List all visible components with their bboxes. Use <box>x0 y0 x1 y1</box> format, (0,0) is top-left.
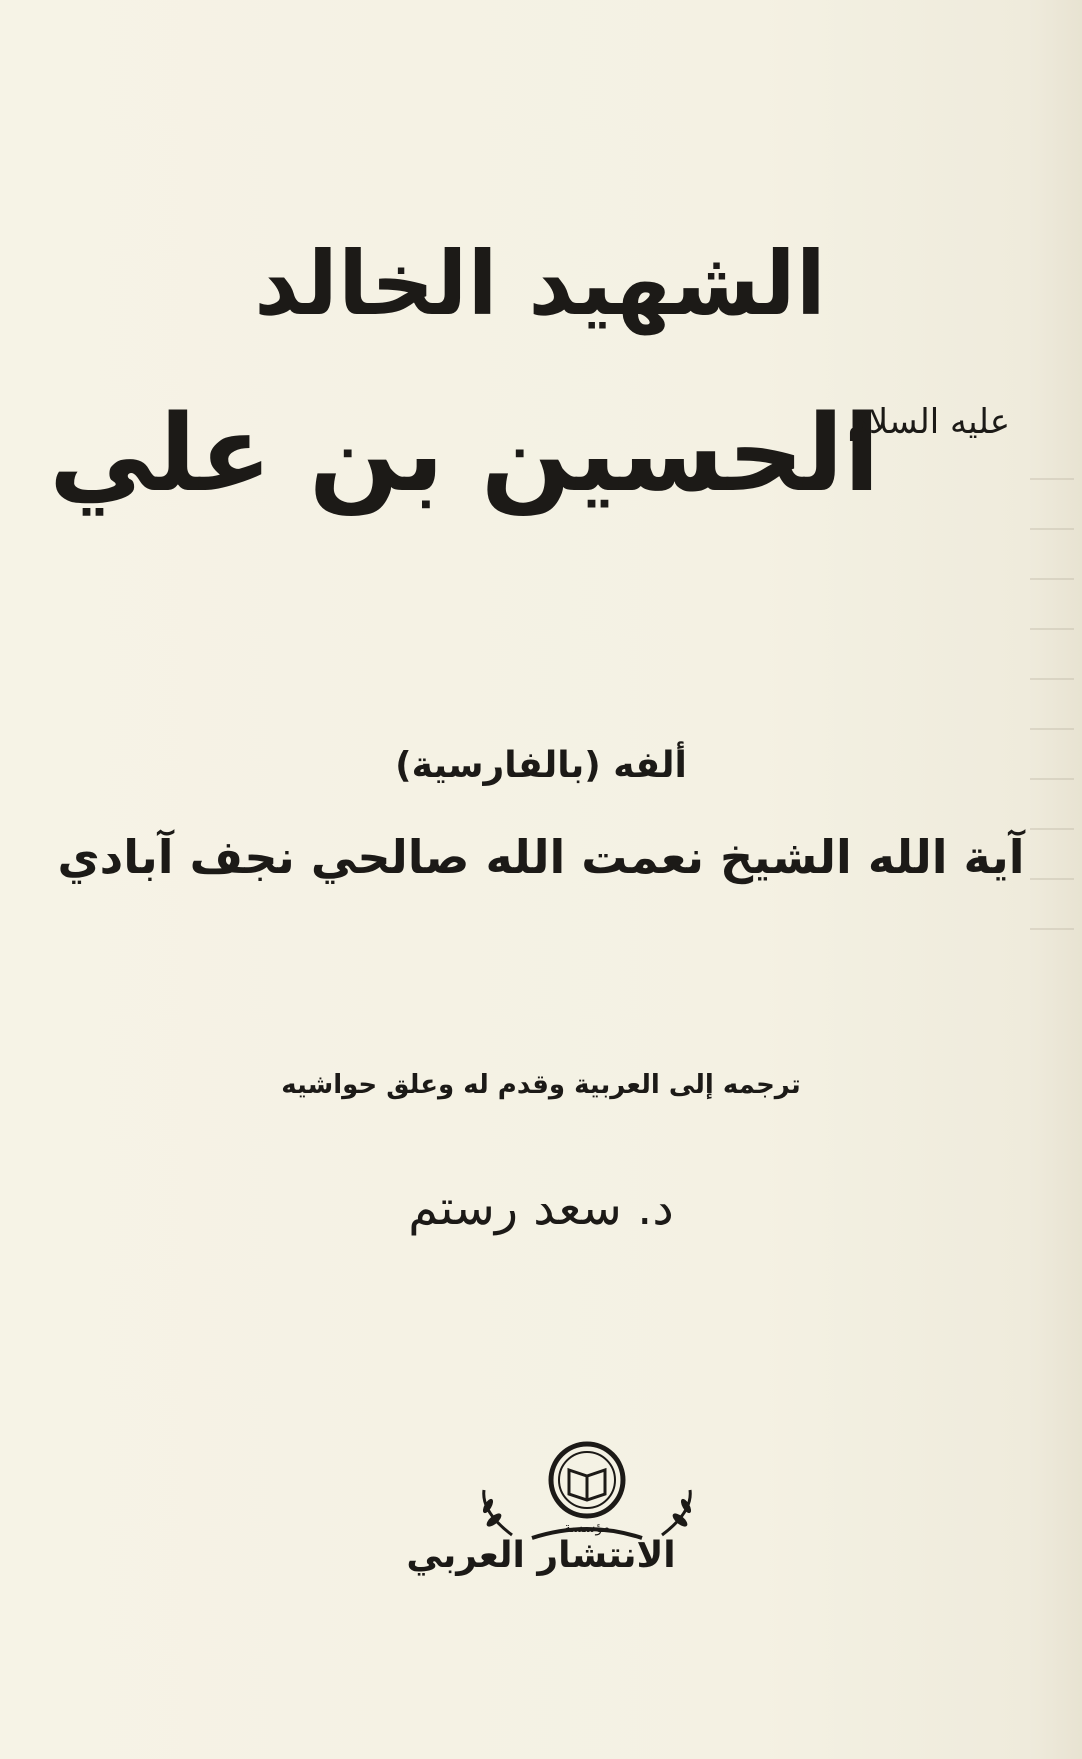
book-title-line-1: الشهيد الخالد <box>254 232 826 335</box>
translation-credit: ترجمه إلى العربية وقدم له وعلق حواشيه <box>281 1070 801 1100</box>
honorific-phrase: عليه السلام <box>847 402 1010 442</box>
bleed-through-text <box>1022 430 1082 990</box>
book-title-line-2: الحسين بن علي <box>49 392 880 515</box>
translator-name: د. سعد رستم <box>408 1180 674 1236</box>
authored-label: ألفه (بالفارسية) <box>395 745 687 786</box>
svg-text:مؤسسة: مؤسسة <box>563 1520 611 1536</box>
publisher-name: الانتشار العربي <box>406 1535 676 1576</box>
author-name: آية الله الشيخ نعمت الله صالحي نجف آبادي <box>57 830 1025 884</box>
